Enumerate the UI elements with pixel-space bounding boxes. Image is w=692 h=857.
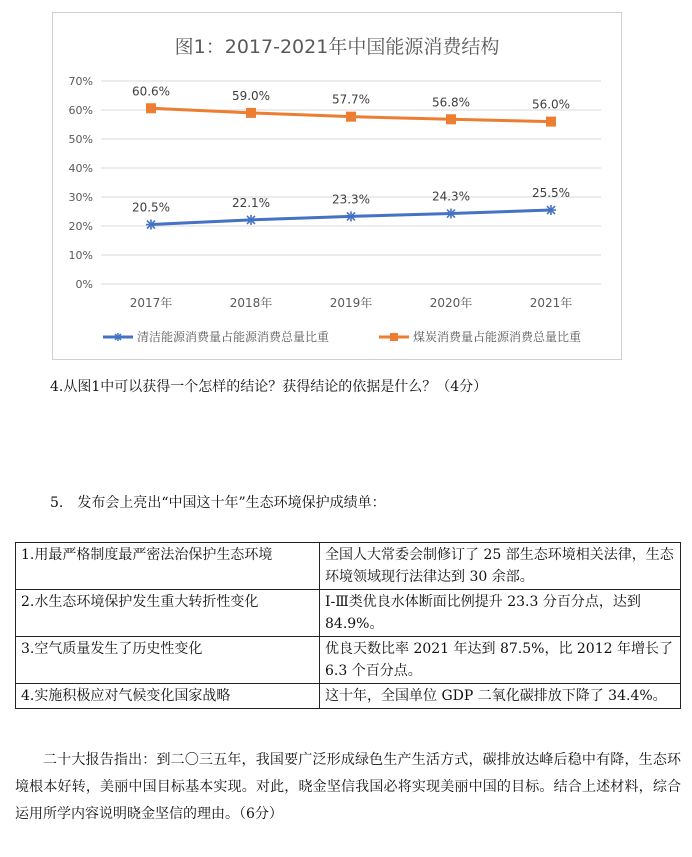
y-tick-label: 40%: [68, 162, 93, 175]
data-point: [246, 108, 256, 118]
x-tick-label: 2021年: [529, 296, 573, 310]
table-cell-detail: 优良天数比率 2021 年达到 87.5%，比 2012 年增长了 6.3 个百分点。: [320, 637, 681, 684]
table-row: [16, 684, 681, 709]
table-cell-detail: 这十年，全国单位 GDP 二氧化碳排放下降了 34.4%。: [320, 684, 681, 709]
table-cell-item: 2.水生态环境保护发生重大转折性变化: [16, 590, 320, 637]
data-label: 59.0%: [231, 88, 271, 103]
data-point: [346, 211, 356, 221]
table-row: [16, 590, 681, 637]
data-label: 56.0%: [531, 97, 571, 112]
data-point: [446, 209, 456, 219]
question-paragraph: 二十大报告指出：到二〇三五年，我国要广泛形成绿色生产生活方式，碳排放达峰后稳中有降，生态环境根本好转，美丽中国目标基本实现。对此，晓金坚信我国必将实现美丽中国的目标。结合上述材料，综合运用所学内容说明晓金坚信的理由。（6分）: [15, 752, 681, 822]
table-cell-item: 1.用最严格制度最严密法治保护生态环境: [16, 543, 320, 590]
y-tick-label: 10%: [68, 249, 93, 262]
question-4: 4.从图1中可以获得一个怎样的结论？获得结论的依据是什么？（4分）: [50, 379, 488, 395]
table-cell-item: 3.空气质量发生了历史性变化: [16, 637, 320, 684]
data-label: 57.7%: [331, 92, 371, 107]
data-label: 23.3%: [331, 192, 371, 207]
table-cell-detail: 全国人大常委会制修订了 25 部生态环境相关法律，生态环境领域现行法律达到 30 余部。: [320, 543, 681, 590]
table-cell-item: 4.实施积极应对气候变化国家战略: [16, 684, 320, 709]
y-tick-label: 0%: [75, 278, 93, 291]
y-tick-label: 60%: [68, 104, 93, 117]
data-label: 60.6%: [131, 84, 171, 99]
line-chart-svg: [53, 13, 621, 359]
ecology-results-table: [15, 542, 681, 709]
data-label: 20.5%: [131, 200, 171, 215]
x-tick-label: 2017年: [129, 296, 173, 310]
y-tick-label: 20%: [68, 220, 93, 233]
y-tick-label: 50%: [68, 133, 93, 146]
data-point: [546, 117, 556, 127]
data-label: 25.5%: [531, 186, 571, 201]
data-label: 56.8%: [431, 95, 471, 110]
data-point: [546, 205, 556, 215]
table-row: [16, 637, 681, 684]
x-tick-label: 2018年: [229, 296, 273, 310]
y-tick-label: 70%: [68, 75, 93, 88]
energy-consumption-chart: [52, 12, 622, 360]
table-cell-detail: Ⅰ-Ⅲ类优良水体断面比例提升 23.3 分百分点，达到 84.9%。: [320, 590, 681, 637]
legend-label: 煤炭消费量占能源消费总量比重: [413, 330, 582, 344]
legend-label: 清洁能源消费量占能源消费总量比重: [137, 330, 330, 344]
chart-title: 图1：2017-2021年中国能源消费结构: [174, 36, 500, 58]
x-tick-label: 2019年: [329, 296, 373, 310]
table-row: [16, 543, 681, 590]
data-label: 22.1%: [231, 195, 271, 210]
data-point: [446, 114, 456, 124]
data-point: [146, 103, 156, 113]
x-tick-label: 2020年: [429, 296, 473, 310]
data-point: [346, 112, 356, 122]
y-tick-label: 30%: [68, 191, 93, 204]
legend-marker: [390, 333, 398, 341]
data-point: [246, 215, 256, 225]
question-5: 5. 发布会上亮出“中国这十年”生态环境保护成绩单：: [50, 495, 386, 511]
data-label: 24.3%: [431, 189, 471, 204]
legend-marker: [114, 333, 122, 341]
data-point: [146, 220, 156, 230]
